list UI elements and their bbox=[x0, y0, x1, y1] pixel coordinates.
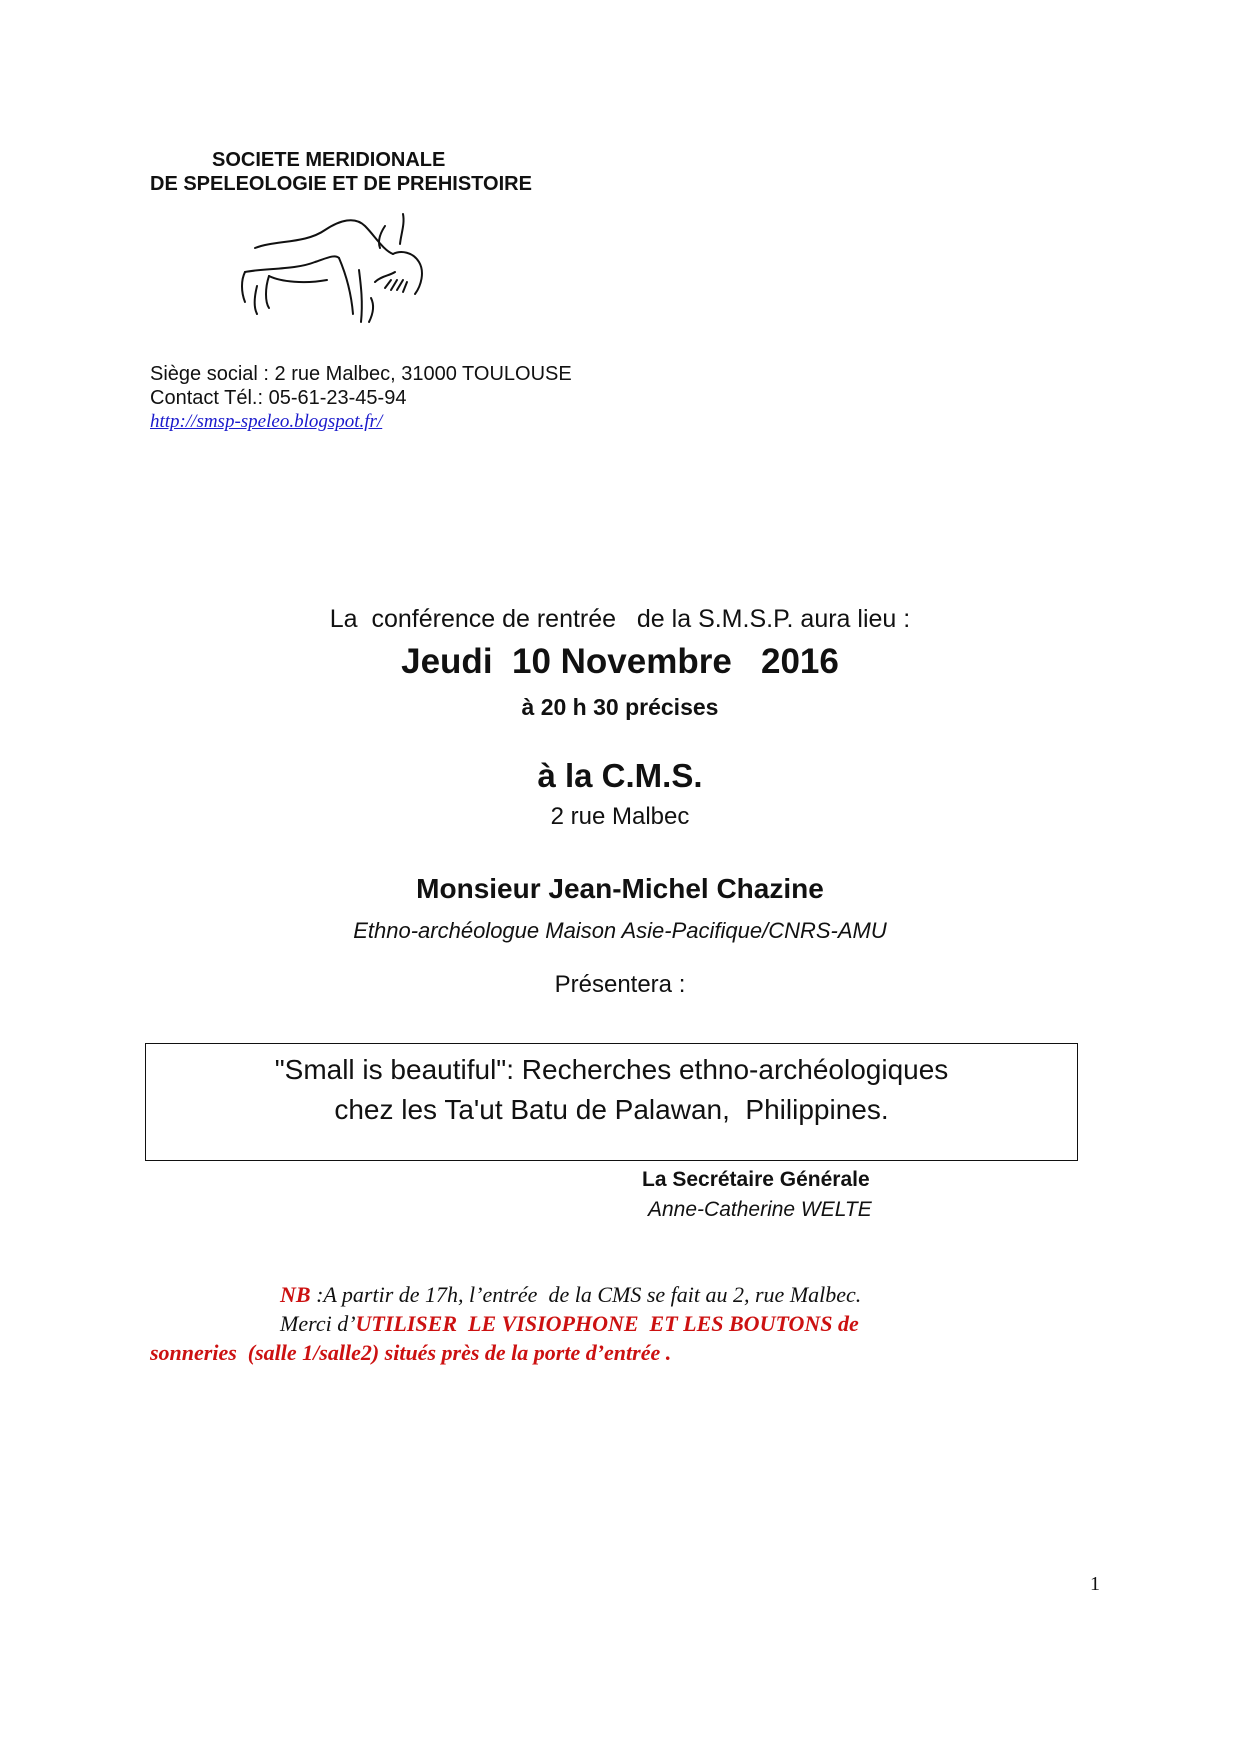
speaker-name: Monsieur Jean-Michel Chazine bbox=[416, 873, 824, 904]
event-date: Jeudi 10 Novembre 2016 bbox=[401, 642, 839, 681]
nb-line1-text: :A partir de 17h, l’entrée de la CMS se fait au 2, rue Malbec. bbox=[310, 1282, 862, 1307]
talk-title-line1: "Small is beautiful": Recherches ethno-archéologiques bbox=[274, 1054, 949, 1085]
website-link[interactable]: http://smsp-speleo.blogspot.fr/ bbox=[150, 411, 383, 432]
event-intro: La conférence de rentrée de la S.M.S.P. aura lieu : bbox=[329, 605, 911, 633]
event-venue: à la C.M.S. bbox=[537, 757, 703, 794]
talk-title-box bbox=[145, 1043, 1078, 1161]
org-name bbox=[150, 148, 590, 196]
org-address: Siège social : 2 rue Malbec, 31000 TOULOUSE bbox=[150, 363, 572, 385]
bison-logo bbox=[235, 210, 465, 360]
org-name-line1: SOCIETE MERIDIONALE bbox=[212, 149, 446, 171]
signature-name: Anne-Catherine WELTE bbox=[648, 1198, 872, 1221]
talk-title-line2: chez les Ta'ut Batu de Palawan, Philippines. bbox=[334, 1094, 889, 1125]
nb-line2-prefix: Merci d’ bbox=[280, 1311, 356, 1336]
speaker-title: Ethno-archéologue Maison Asie-Pacifique/CNRS-AMU bbox=[353, 918, 887, 943]
nb-line1 bbox=[150, 1280, 1050, 1309]
event-venue-address: 2 rue Malbec bbox=[550, 803, 690, 830]
org-name-line2: DE SPELEOLOGIE ET DE PREHISTOIRE bbox=[150, 173, 532, 195]
nb-line3: sonneries (salle 1/salle2) situés près de la porte d’entrée . bbox=[150, 1340, 672, 1365]
nb-line2 bbox=[150, 1309, 1050, 1338]
event-time: à 20 h 30 précises bbox=[521, 694, 719, 720]
presents-label: Présentera : bbox=[554, 971, 686, 998]
signature-role: La Secrétaire Générale bbox=[642, 1168, 870, 1191]
org-contact: Contact Tél.: 05-61-23-45-94 bbox=[150, 387, 407, 409]
nb-note bbox=[150, 1280, 1050, 1367]
nb-line2-emphasis: UTILISER LE VISIOPHONE ET LES BOUTONS de bbox=[355, 1311, 859, 1336]
nb-label: NB bbox=[280, 1282, 311, 1307]
page-number: 1 bbox=[1090, 1573, 1100, 1595]
